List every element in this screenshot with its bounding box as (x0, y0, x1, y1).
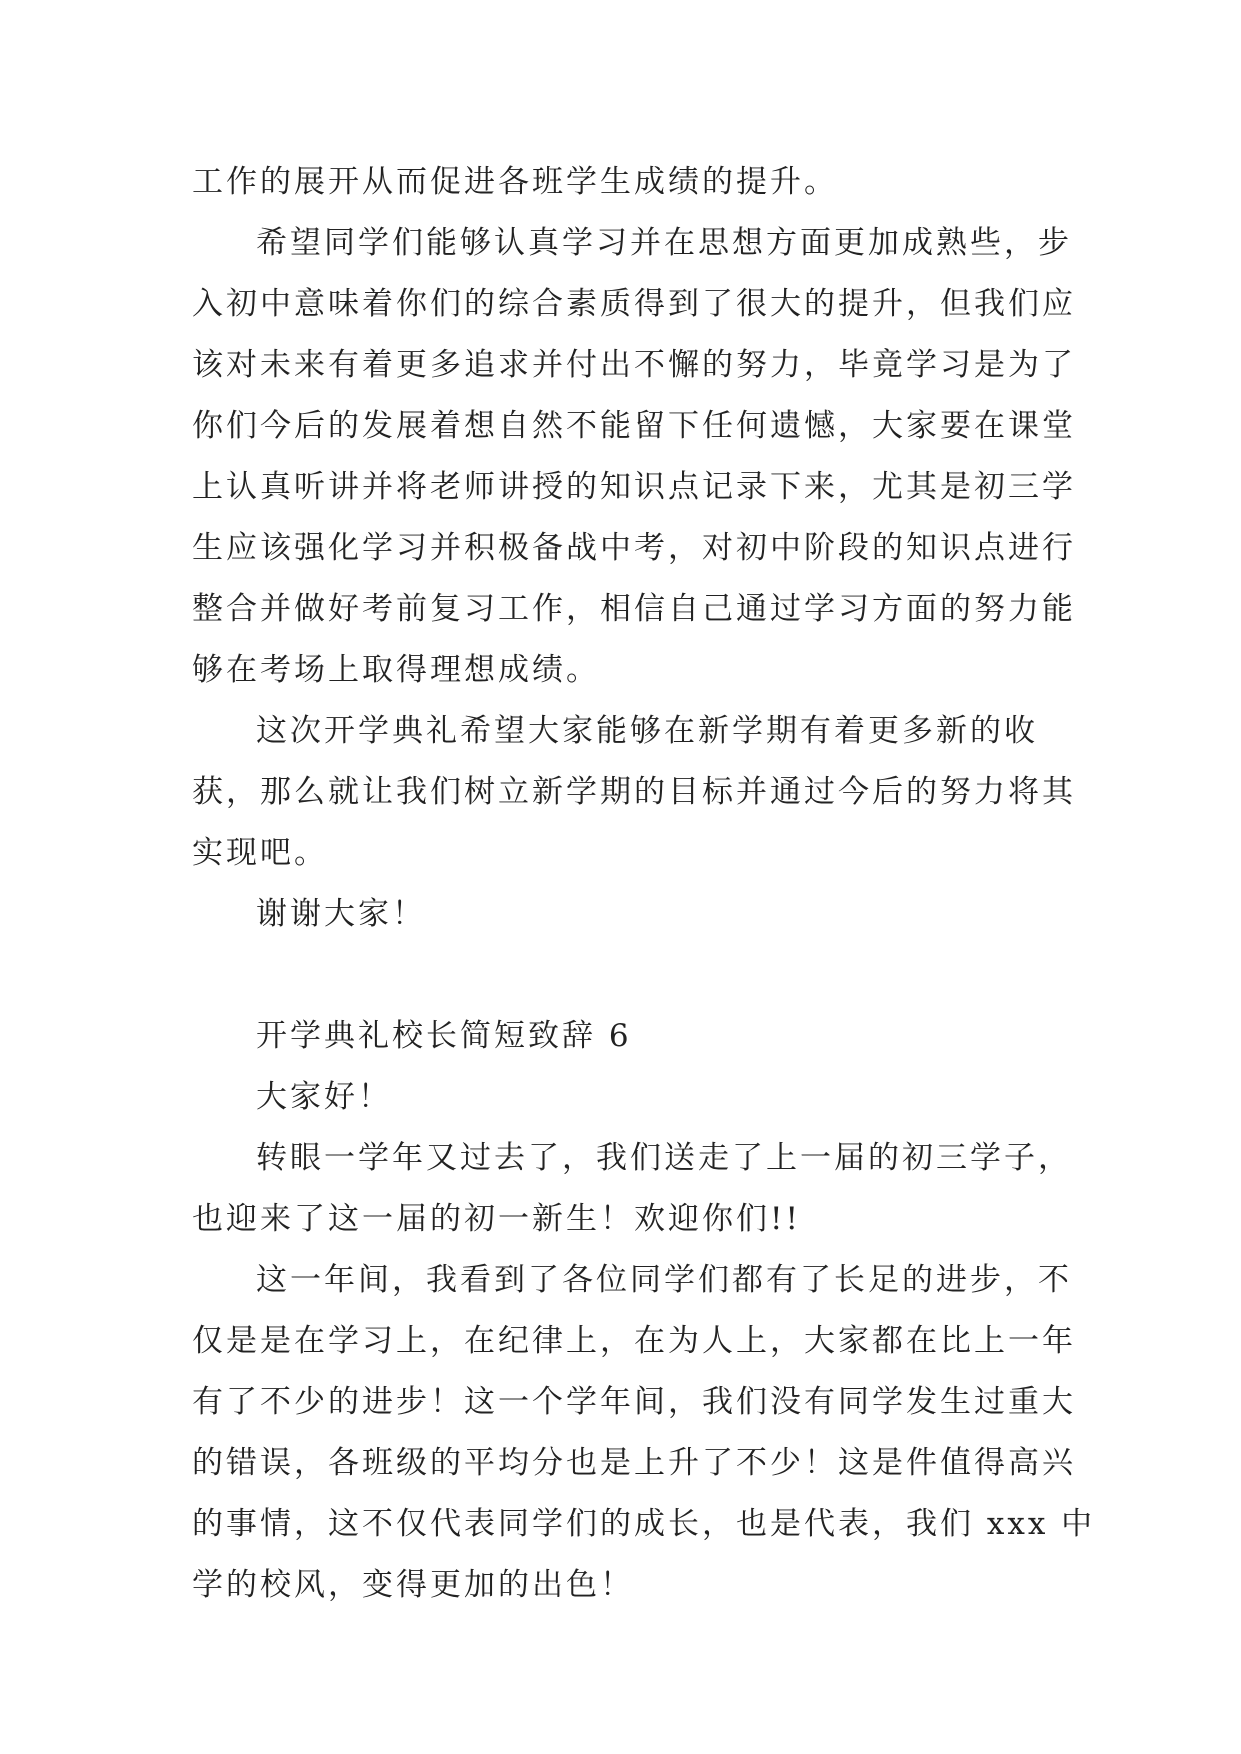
document-body (192, 152, 1096, 1616)
text-line: 实现吧。 (192, 835, 328, 871)
section-title: 开学典礼校长简短致辞 6 (256, 1018, 632, 1054)
text-line: 获，那么就让我们树立新学期的目标并通过今后的努力将其 (192, 774, 1076, 810)
text-line: 仅是是在学习上，在纪律上，在为人上，大家都在比上一年 (192, 1323, 1076, 1359)
text-line: 这次开学典礼希望大家能够在新学期有着更多新的收 (256, 713, 1038, 749)
text-line: 生应该强化学习并积极备战中考，对初中阶段的知识点进行 (192, 530, 1076, 566)
text-line: 的事情，这不仅代表同学们的成长，也是代表，我们 xxx 中 (192, 1506, 1096, 1542)
text-line: 的错误，各班级的平均分也是上升了不少！这是件值得高兴 (192, 1445, 1076, 1481)
text-line: 学的校风，变得更加的出色！ (192, 1567, 634, 1603)
text-line: 你们今后的发展着想自然不能留下任何遗憾，大家要在课堂 (192, 408, 1076, 444)
text-line: 上认真听讲并将老师讲授的知识点记录下来，尤其是初三学 (192, 469, 1076, 505)
text-line: 转眼一学年又过去了，我们送走了上一届的初三学子， (256, 1140, 1072, 1176)
text-line: 也迎来了这一届的初一新生！欢迎你们!! (192, 1201, 801, 1237)
text-line: 这一年间，我看到了各位同学们都有了长足的进步，不 (256, 1262, 1072, 1298)
text-line: 够在考场上取得理想成绩。 (192, 652, 600, 688)
text-line: 整合并做好考前复习工作，相信自己通过学习方面的努力能 (192, 591, 1076, 627)
text-line: 希望同学们能够认真学习并在思想方面更加成熟些，步 (256, 225, 1072, 261)
closing-line: 谢谢大家！ (256, 896, 426, 932)
blank-line (192, 945, 1072, 1006)
text-line: 有了不少的进步！这一个学年间，我们没有同学发生过重大 (192, 1384, 1076, 1420)
greeting-line: 大家好！ (256, 1079, 392, 1115)
text-line: 入初中意味着你们的综合素质得到了很大的提升，但我们应 (192, 286, 1076, 322)
text-line: 该对未来有着更多追求并付出不懈的努力，毕竟学习是为了 (192, 347, 1076, 383)
text-line: 工作的展开从而促进各班学生成绩的提升。 (192, 164, 838, 200)
